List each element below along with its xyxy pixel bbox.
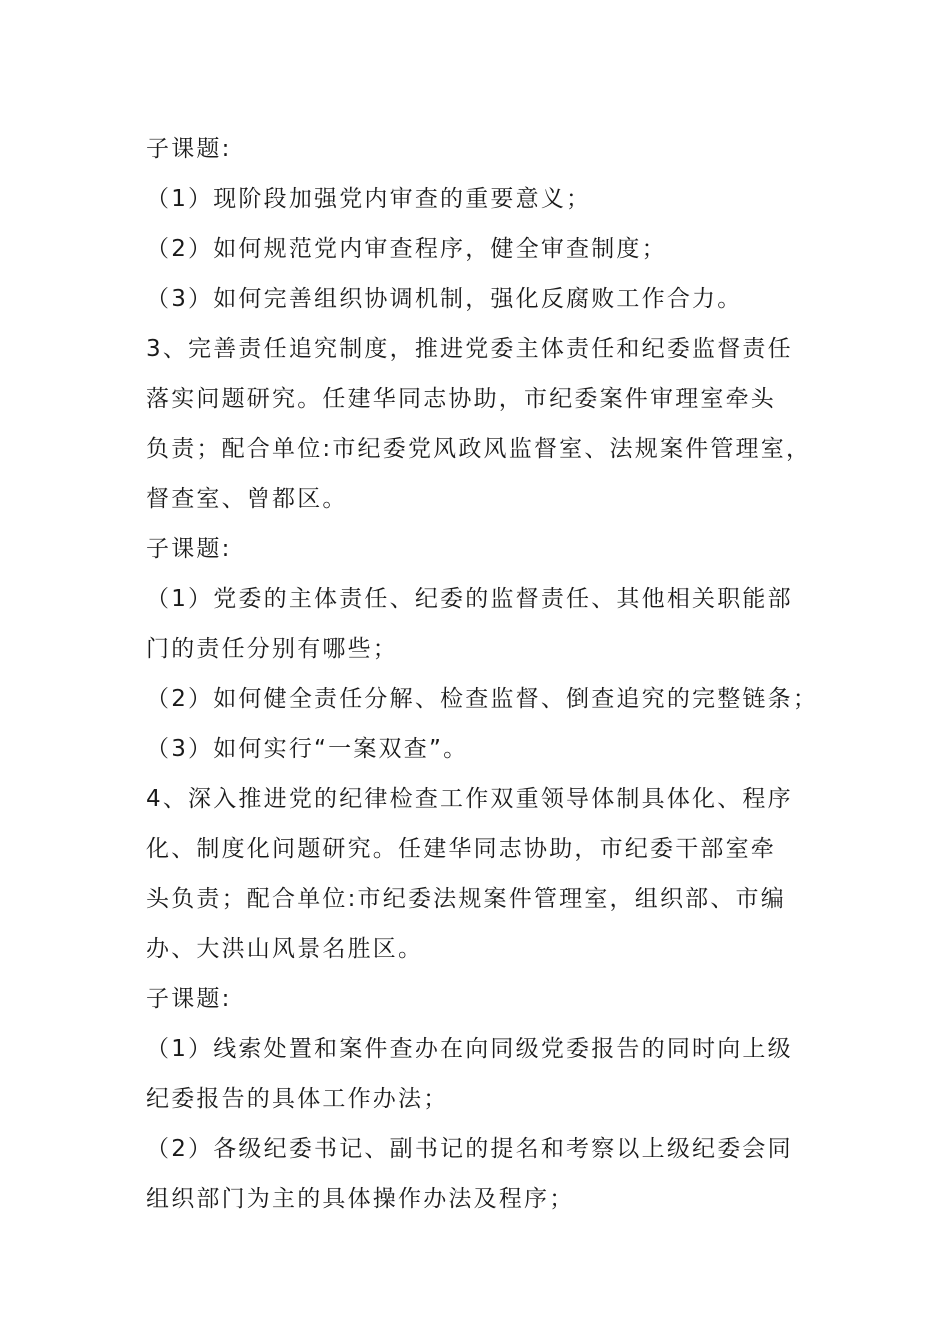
subtopic-item: （1）党委的主体责任、纪委的监督责任、其他相关职能部 <box>146 586 793 612</box>
subtopic-item: 组织部门为主的具体操作办法及程序； <box>146 1186 575 1212</box>
section-paragraph-line: 督查室、曾都区。 <box>146 486 348 512</box>
subtopic-item: 门的责任分别有哪些； <box>146 636 398 662</box>
section-paragraph-line: 办、大洪山风景名胜区。 <box>146 936 424 962</box>
section-paragraph-line: 头负责；配合单位:市纪委法规案件管理室，组织部、市编 <box>146 886 786 912</box>
subtopic-heading: 子课题: <box>146 986 232 1012</box>
subtopic-item: （2）各级纪委书记、副书记的提名和考察以上级纪委会同 <box>146 1136 793 1162</box>
subtopic-heading: 子课题: <box>146 536 232 562</box>
section-paragraph-line: 落实问题研究。任建华同志协助，市纪委案件审理室牵头 <box>146 386 776 412</box>
section-paragraph-line: 4、深入推进党的纪律检查工作双重领导体制具体化、程序 <box>146 786 793 812</box>
subtopic-item: （2）如何规范党内审查程序，健全审查制度； <box>146 236 667 262</box>
section-paragraph-line: 3、完善责任追究制度，推进党委主体责任和纪委监督责任 <box>146 336 793 362</box>
subtopic-item: （3）如何完善组织协调机制，强化反腐败工作合力。 <box>146 286 743 312</box>
subtopic-item: （1）线索处置和案件查办在向同级党委报告的同时向上级 <box>146 1036 793 1062</box>
subtopic-item: （1）现阶段加强党内审查的重要意义； <box>146 186 592 212</box>
section-paragraph-line: 负责；配合单位:市纪委党风政风监督室、法规案件管理室， <box>146 436 812 462</box>
subtopic-item: （2）如何健全责任分解、检查监督、倒查追究的完整链条； <box>146 686 819 712</box>
section-paragraph-line: 化、制度化问题研究。任建华同志协助，市纪委干部室牵 <box>146 836 776 862</box>
subtopic-item: （3）如何实行“一案双查”。 <box>146 736 469 762</box>
subtopic-heading: 子课题: <box>146 136 232 162</box>
subtopic-item: 纪委报告的具体工作办法； <box>146 1086 449 1112</box>
